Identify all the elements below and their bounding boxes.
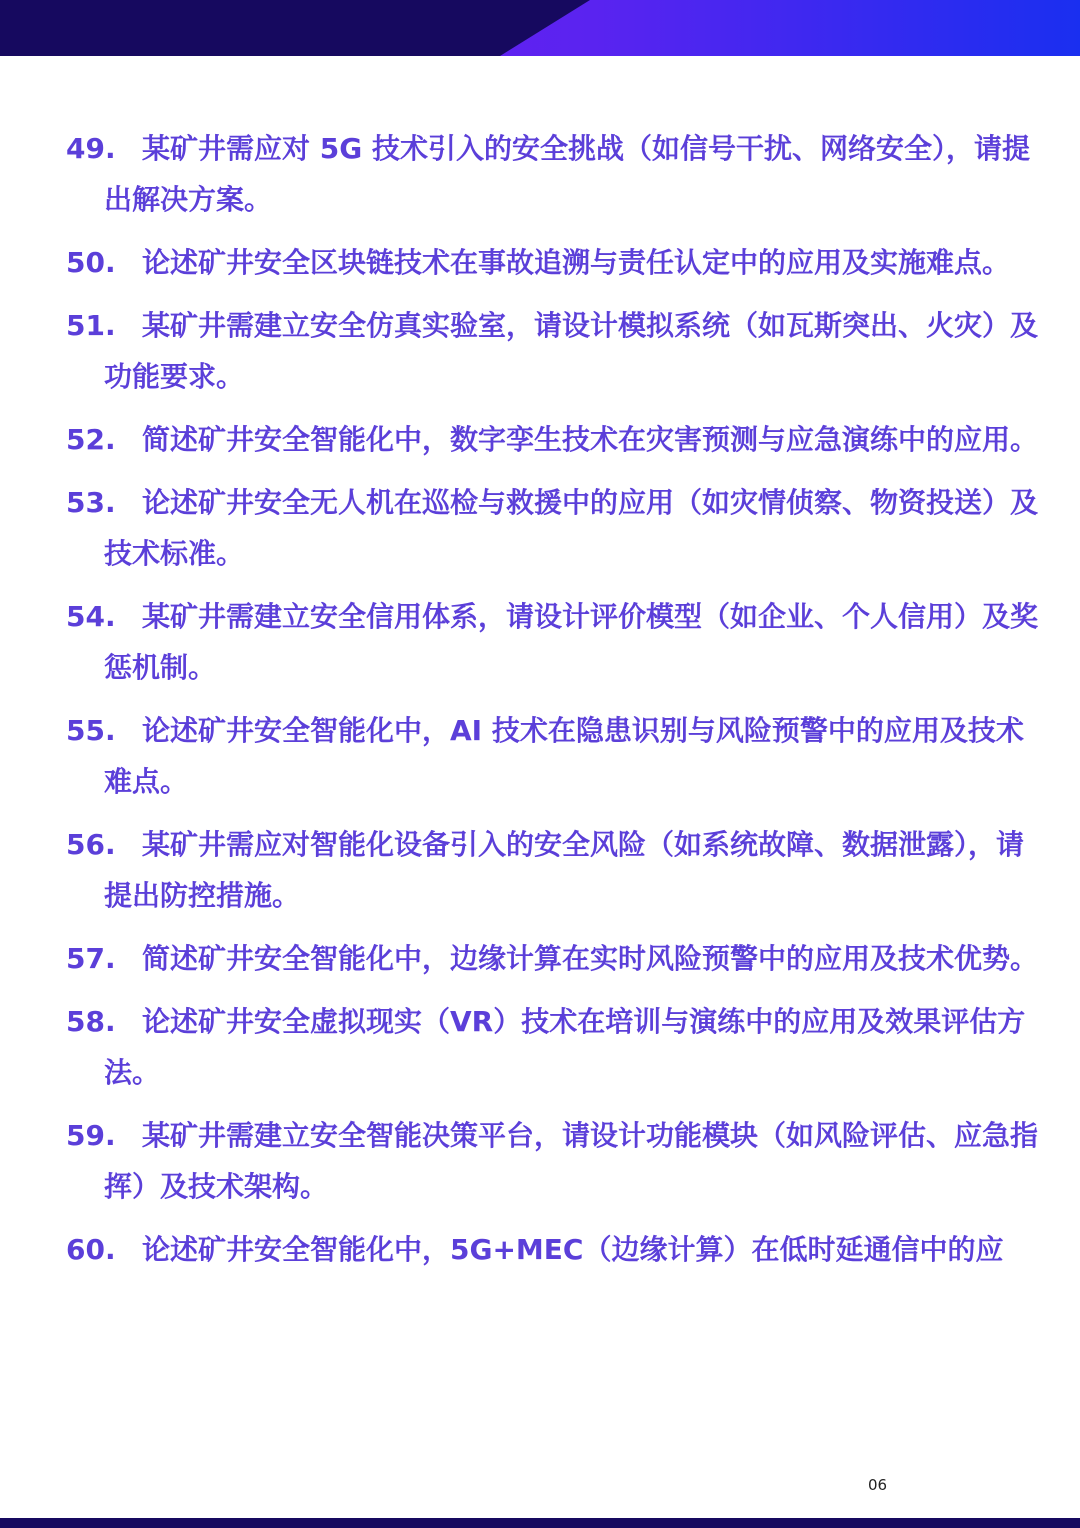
item-text: 某矿井需应对智能化设备引入的安全风险（如系统故障、数据泄露），请提出防控措施。: [104, 828, 1025, 912]
list-item: [66, 414, 1046, 465]
list-item: [66, 933, 1046, 984]
item-number: 54.: [66, 600, 116, 633]
item-text: 简述矿井安全智能化中，边缘计算在实时风险预警中的应用及技术优势。: [142, 942, 1039, 975]
header-banner: [0, 0, 1080, 56]
list-item: [66, 705, 1046, 807]
item-text: 论述矿井安全智能化中，5G+MEC（边缘计算）在低时延通信中的应: [142, 1233, 1004, 1266]
item-text: 论述矿井安全智能化中，AI 技术在隐患识别与风险预警中的应用及技术难点。: [104, 714, 1024, 798]
list-item: [66, 237, 1046, 288]
list-item: [66, 819, 1046, 921]
list-item: [66, 123, 1046, 225]
page-number: 06: [868, 1476, 888, 1494]
item-number: 60.: [66, 1233, 116, 1266]
item-text: 某矿井需应对 5G 技术引入的安全挑战（如信号干扰、网络安全），请提出解决方案。: [104, 132, 1030, 216]
item-number: 56.: [66, 828, 116, 861]
item-number: 52.: [66, 423, 116, 456]
item-number: 49.: [66, 132, 116, 165]
item-number: 55.: [66, 714, 116, 747]
list-item: [66, 1224, 1046, 1275]
item-text: 某矿井需建立安全信用体系，请设计评价模型（如企业、个人信用）及奖惩机制。: [104, 600, 1039, 684]
list-item: [66, 591, 1046, 693]
item-number: 57.: [66, 942, 116, 975]
list-item: [66, 996, 1046, 1098]
item-text: 论述矿井安全虚拟现实（VR）技术在培训与演练中的应用及效果评估方法。: [104, 1005, 1026, 1089]
item-number: 53.: [66, 486, 116, 519]
item-number: 50.: [66, 246, 116, 279]
item-number: 51.: [66, 309, 116, 342]
item-text: 论述矿井安全区块链技术在事故追溯与责任认定中的应用及实施难点。: [142, 246, 1011, 279]
list-item: [66, 1110, 1046, 1212]
question-list: [66, 123, 1046, 1287]
item-number: 59.: [66, 1119, 116, 1152]
footer-bar: [0, 1518, 1080, 1528]
item-text: 某矿井需建立安全仿真实验室，请设计模拟系统（如瓦斯突出、火灾）及功能要求。: [104, 309, 1039, 393]
item-text: 简述矿井安全智能化中，数字孪生技术在灾害预测与应急演练中的应用。: [142, 423, 1039, 456]
list-item: [66, 300, 1046, 402]
item-text: 某矿井需建立安全智能决策平台，请设计功能模块（如风险评估、应急指挥）及技术架构。: [104, 1119, 1039, 1203]
item-text: 论述矿井安全无人机在巡检与救援中的应用（如灾情侦察、物资投送）及技术标准。: [104, 486, 1039, 570]
header-banner-accent: [0, 0, 1080, 56]
list-item: [66, 477, 1046, 579]
item-number: 58.: [66, 1005, 116, 1038]
